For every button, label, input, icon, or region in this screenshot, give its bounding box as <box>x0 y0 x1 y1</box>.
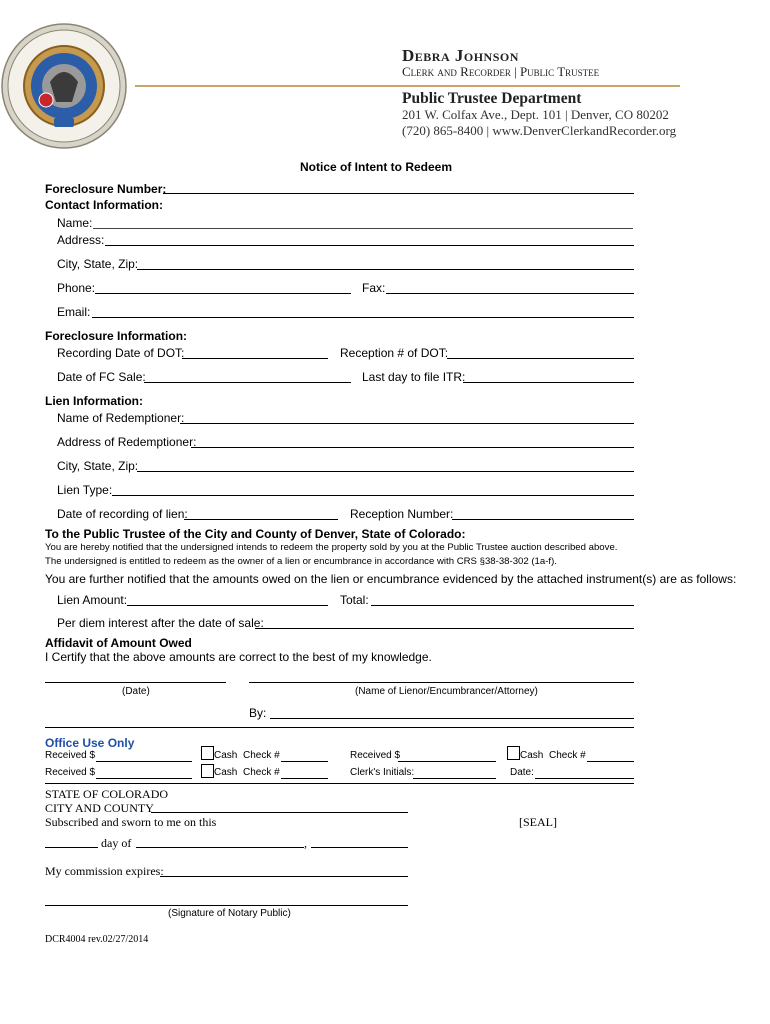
reception-number-line <box>452 519 634 520</box>
address-redemptioner-label: Address of Redemptioner: <box>57 435 197 449</box>
cash-checkbox-1[interactable] <box>201 746 214 760</box>
date-recording-lien-line <box>184 519 338 520</box>
notary-day-of: day of <box>101 836 132 850</box>
cash-label-2: Cash <box>520 750 544 761</box>
foreclosure-number-label: Foreclosure Number: <box>45 182 167 196</box>
to-trustee-heading: To the Public Trustee of the City and County of Denver, State of Colorado: <box>45 527 466 541</box>
address-redemptioner-line <box>191 447 634 448</box>
name-redemptioner-line <box>180 423 634 424</box>
name-signature-line <box>249 682 634 683</box>
recording-date-line <box>182 358 328 359</box>
clerks-initials-line <box>413 778 496 779</box>
cash-label-1: Cash <box>214 750 238 761</box>
date-caption: (Date) <box>122 686 150 697</box>
reception-dot-label: Reception # of DOT: <box>340 346 449 360</box>
official-subtitle: Clerk and Recorder | Public Trustee <box>402 64 600 79</box>
foreclosure-info-heading: Foreclosure Information: <box>45 329 188 343</box>
fax-line <box>386 293 634 294</box>
check-line-1 <box>281 761 328 762</box>
name-caption: (Name of Lienor/Encumbrancer/Attorney) <box>355 686 538 697</box>
address-redemptioner-field[interactable] <box>191 433 633 447</box>
lien-type-line <box>112 495 634 496</box>
notary-year-line <box>311 847 408 848</box>
received-line-3 <box>96 778 192 779</box>
department-contact: (720) 865-8400 | www.DenverClerkandRecorder.org <box>402 123 677 138</box>
contact-info-heading: Contact Information: <box>45 198 163 212</box>
phone-label: Phone: <box>57 281 96 295</box>
received-label-3: Received $ <box>45 767 96 778</box>
lien-amount-label: Lien Amount: <box>57 593 128 607</box>
last-day-itr-line <box>463 382 634 383</box>
phone-line <box>95 293 351 294</box>
certify-text: I Certify that the above amounts are correct to the best of my knowledge. <box>45 650 432 664</box>
received-label-2: Received $ <box>350 750 401 761</box>
received-line-1 <box>96 761 192 762</box>
office-divider-bottom <box>45 783 634 784</box>
address-field[interactable] <box>105 231 633 245</box>
by-field[interactable] <box>270 704 633 718</box>
received-label-1: Received $ <box>45 750 96 761</box>
notary-commission-label: My commission expires: <box>45 864 164 878</box>
lien-amount-field[interactable] <box>127 591 327 605</box>
per-diem-label: Per diem interest after the date of sale: <box>57 616 264 630</box>
address-label: Address: <box>57 233 105 247</box>
seal-text-inner <box>8 14 23 15</box>
date-fc-sale-line <box>144 382 351 383</box>
check-label-2: Check # <box>549 750 586 761</box>
notary-signature-caption: (Signature of Notary Public) <box>168 908 291 919</box>
city-state-zip-field[interactable] <box>137 255 633 269</box>
further-notice: You are further notified that the amounts owed on the lien or encumbrance evidenced by the attached instrument(s) are as follows: <box>45 572 737 586</box>
clerks-initials-label: Clerk's Initials: <box>350 767 415 778</box>
seal-text-seal <box>8 16 11 17</box>
total-line <box>371 605 634 606</box>
office-use-heading: Office Use Only <box>45 736 135 750</box>
city-state-zip-line <box>137 269 634 270</box>
lien-amount-line <box>127 605 328 606</box>
notary-comma: , <box>304 836 307 850</box>
cash-checkbox-3[interactable] <box>201 764 214 778</box>
date-fc-sale-label: Date of FC Sale: <box>57 370 146 384</box>
notary-commission-line <box>160 876 408 877</box>
date-fc-sale-field[interactable] <box>144 368 350 382</box>
notice-line-1: You are hereby notified that the undersigned intends to redeem the property sold by you at the Public Trustee auction described above. <box>45 542 618 553</box>
date-recording-lien-field[interactable] <box>184 505 337 519</box>
notary-day-line <box>45 847 98 848</box>
department-address: 201 W. Colfax Ave., Dept. 101 | Denver, CO 80202 <box>402 107 669 122</box>
notice-line-2: The undersigned is entitled to redeem as the owner of a lien or encumbrance in accordance with CRS §38-38-302 (1a-f). <box>45 556 557 567</box>
recording-date-field[interactable] <box>182 344 327 358</box>
check-line-2 <box>587 761 634 762</box>
email-line <box>92 317 634 318</box>
name-redemptioner-field[interactable] <box>180 409 633 423</box>
name-label: Name: <box>57 216 93 230</box>
email-label: Email: <box>57 305 91 319</box>
name-line <box>93 228 633 229</box>
last-day-itr-label: Last day to file ITR: <box>362 370 466 384</box>
total-label: Total: <box>340 593 369 607</box>
address-line <box>105 245 634 246</box>
reception-number-label: Reception Number: <box>350 507 454 521</box>
notary-seal: [SEAL] <box>519 815 557 829</box>
lien-info-heading: Lien Information: <box>45 394 143 408</box>
affidavit-heading: Affidavit of Amount Owed <box>45 636 192 650</box>
notary-city-county-line <box>151 812 408 813</box>
notary-signature-line <box>45 905 408 906</box>
total-field[interactable] <box>371 591 633 605</box>
official-name: Debra Johnson <box>402 46 519 65</box>
seal-text-outer <box>8 12 27 13</box>
fax-field[interactable] <box>386 279 633 293</box>
date-recording-lien-label: Date of recording of lien: <box>57 507 188 521</box>
lien-type-label: Lien Type: <box>57 483 113 497</box>
notary-month-line <box>136 847 304 848</box>
foreclosure-number-line <box>163 193 634 194</box>
county-seal-logo <box>0 22 128 150</box>
lien-type-field[interactable] <box>112 481 633 495</box>
per-diem-line <box>255 628 634 629</box>
notary-city-county: CITY AND COUNTY <box>45 801 154 815</box>
city-state-zip2-line <box>137 471 634 472</box>
city-state-zip2-label: City, State, Zip: <box>57 459 139 473</box>
office-date-line <box>535 778 634 779</box>
received-line-2 <box>398 761 496 762</box>
foreclosure-number-field[interactable] <box>163 180 633 194</box>
department-title: Public Trustee Department <box>402 90 582 107</box>
phone-field[interactable] <box>95 279 350 293</box>
recording-date-label: Recording Date of DOT: <box>57 346 185 360</box>
by-line <box>270 718 634 719</box>
last-day-itr-field[interactable] <box>463 368 633 382</box>
reception-dot-field[interactable] <box>447 344 633 358</box>
cash-label-3: Cash <box>214 767 238 778</box>
name-redemptioner-label: Name of Redemptioner: <box>57 411 185 425</box>
date-signature-line <box>45 682 226 683</box>
per-diem-field[interactable] <box>255 614 633 628</box>
office-date-label: Date: <box>510 767 534 778</box>
check-label-3: Check # <box>243 767 280 778</box>
form-title: Notice of Intent to Redeem <box>300 160 453 174</box>
header-rule <box>135 85 680 87</box>
reception-dot-line <box>447 358 634 359</box>
fax-label: Fax: <box>362 281 386 295</box>
check-line-3 <box>281 778 328 779</box>
city-state-zip2-field[interactable] <box>137 457 633 471</box>
by-label: By: <box>249 706 267 720</box>
city-state-zip-label: City, State, Zip: <box>57 257 139 271</box>
cash-checkbox-2[interactable] <box>507 746 520 760</box>
form-revision: DCR4004 rev.02/27/2014 <box>45 934 149 945</box>
name-field[interactable] <box>93 214 633 228</box>
email-field[interactable] <box>92 303 633 317</box>
notary-subscribed: Subscribed and sworn to me on this <box>45 815 217 829</box>
office-divider-top <box>45 727 634 728</box>
reception-number-field[interactable] <box>452 505 633 519</box>
check-label-1: Check # <box>243 750 280 761</box>
notary-state: STATE OF COLORADO <box>45 787 169 801</box>
